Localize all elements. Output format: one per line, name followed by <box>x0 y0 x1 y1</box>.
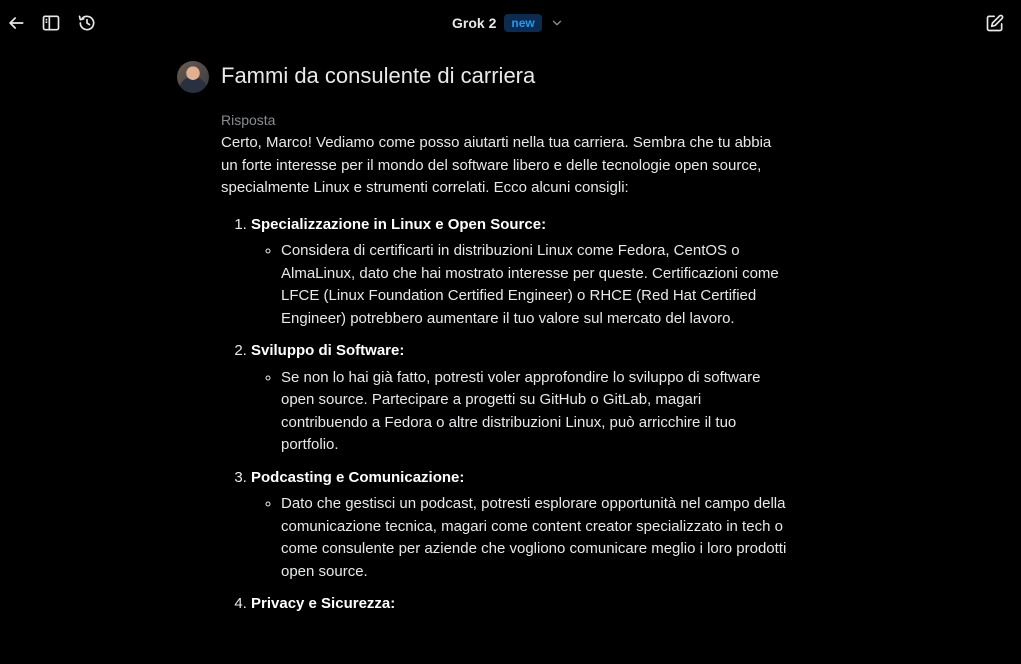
list-item: 1. Specializzazione in Linux e Open Source: ◦ Considera di certificarti in distribuzioni Linux come Fedora, CentOS o AlmaLinux, dato che hai mostrato interesse per queste. Certificazioni come LFCE (Linux Foundation Certified Engineer) o RHCE (Red Hat Certified Engineer) potrebbero aumentare il tuo valore sul mercato del lavoro. <box>251 214 791 331</box>
list-item: 2. Sviluppo di Software: ◦ Se non lo hai già fatto, potresti voler approfondire lo sviluppo di software open source. Partecipare a progetti su GitHub o GitLab, magari contribuendo a Fedora o altre distribuzioni Linux, può arricchire il tuo portfolio. <box>251 340 791 457</box>
advice-list <box>221 214 791 616</box>
back-arrow-icon <box>6 13 26 33</box>
new-badge: new <box>504 14 541 32</box>
item-title: Specializzazione in Linux e Open Source <box>251 215 542 233</box>
sidebar-toggle-icon <box>41 13 61 33</box>
chevron-down-icon <box>550 16 564 30</box>
response-label: Risposta <box>221 112 276 128</box>
list-item: 3. Podcasting e Comunicazione: ◦ Dato che gestisci un podcast, potresti esplorare opportunità nel campo della comunicazione tecnica, magari come content creator specializzato in tech o come consulente per aziende che vogliono comunicare meglio i loro prodotti open source. <box>251 467 791 584</box>
model-name: Grok 2 <box>452 15 497 31</box>
item-title: Privacy e Sicurezza <box>251 595 391 612</box>
item-title: Sviluppo di Software <box>251 342 400 359</box>
top-bar <box>0 0 1021 46</box>
back-button[interactable] <box>5 12 27 34</box>
response-intro: Certo, Marco! Vediamo come posso aiutarti nella tua carriera. Sembra che tu abbia un forte interesse per il mondo del software libero e delle tecnologie open source, specialmente Linux e strumenti correlati. Ecco alcuni consigli: <box>221 134 772 196</box>
history-icon <box>77 13 97 33</box>
item-detail: ◦ Se non lo hai già fatto, potresti voler approfondire lo sviluppo di software open source. Partecipare a progetti su GitHub o GitLab, magari contribuendo a Fedora o altre distribuzioni Linux, può arricchire il tuo portfolio. <box>281 367 791 457</box>
sidebar-toggle-button[interactable] <box>40 12 62 34</box>
model-selector[interactable] <box>452 11 564 35</box>
user-prompt: Fammi da consulente di carriera <box>221 63 536 88</box>
avatar <box>177 61 209 93</box>
item-detail: ◦ Dato che gestisci un podcast, potresti esplorare opportunità nel campo della comunicazione tecnica, magari come content creator specializzato in tech o come consulente per aziende che vogliono comunicare meglio i loro prodotti open source. <box>281 493 791 583</box>
item-detail: ◦ Considera di certificarti in distribuzioni Linux come Fedora, CentOS o AlmaLinux, dato che hai mostrato interesse per queste. Certificazioni come LFCE (Linux Foundation Certified Engineer) o RHCE (Red Hat Certified Engineer) potrebbero aumentare il tuo valore sul mercato del lavoro. <box>281 240 791 330</box>
history-button[interactable] <box>76 12 98 34</box>
response-block <box>221 112 791 626</box>
list-item: 4. Privacy e Sicurezza: <box>251 593 791 616</box>
new-chat-icon <box>985 13 1005 33</box>
new-chat-button[interactable] <box>984 12 1006 34</box>
item-title: Podcasting e Comunicazione <box>251 468 460 486</box>
